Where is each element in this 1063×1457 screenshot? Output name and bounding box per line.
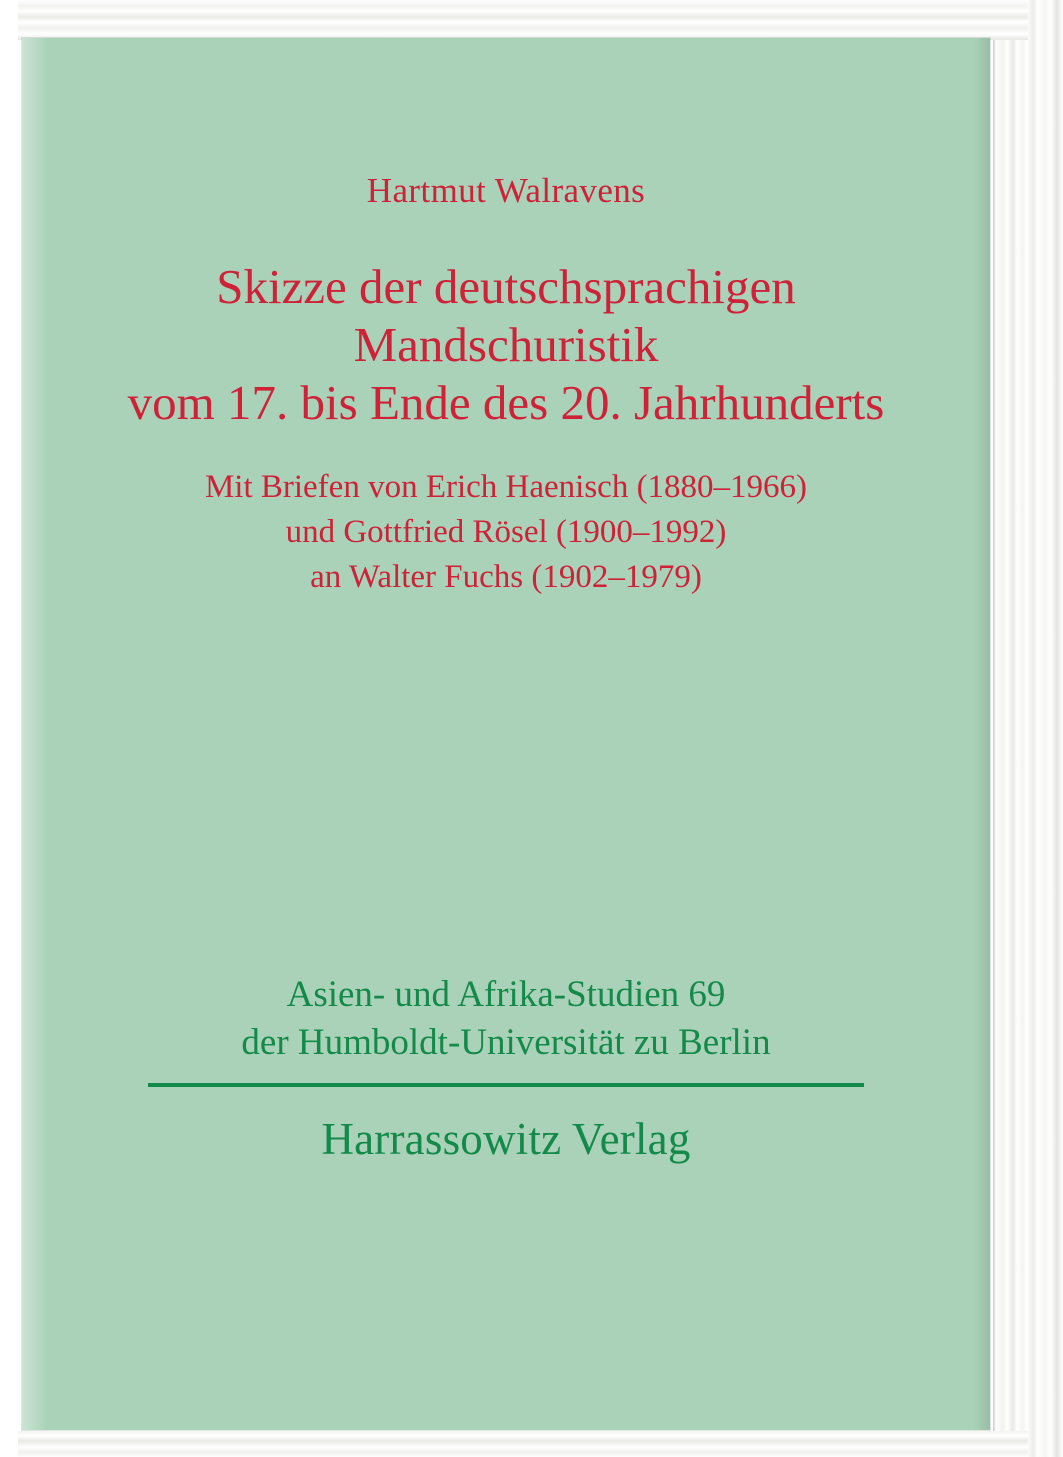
subtitle-line-1: Mit Briefen von Erich Haenisch (1880–1966) [204,469,808,506]
cover-front [22,38,990,1430]
subtitle-line-3: an Walter Fuchs (1902–1979) [310,558,702,595]
page-edge-stack-bottom [18,1431,1028,1457]
page-edge-stack-top [18,0,1028,40]
book-title [22,258,990,431]
book-subtitle [22,465,990,599]
title-line-1: Skizze der deutschsprachigen [216,259,796,314]
series-line-2: der Humboldt-Universität zu Berlin [241,1022,771,1064]
divider-rule [148,1083,864,1087]
publisher-name: Harrassowitz Verlag [321,1114,691,1165]
page-edge-stack-right [993,0,1063,1457]
cover-content [22,38,990,1430]
subtitle-line-2: und Gottfried Rösel (1900–1992) [285,513,727,550]
title-line-3: vom 17. bis Ende des 20. Jahrhunderts [127,374,885,430]
series-line-1: Asien- und Afrika-Studien 69 [286,974,726,1016]
series-statement [22,971,990,1067]
author-name: Hartmut Walravens [366,171,646,210]
title-line-2: Mandschuristik [353,316,659,372]
